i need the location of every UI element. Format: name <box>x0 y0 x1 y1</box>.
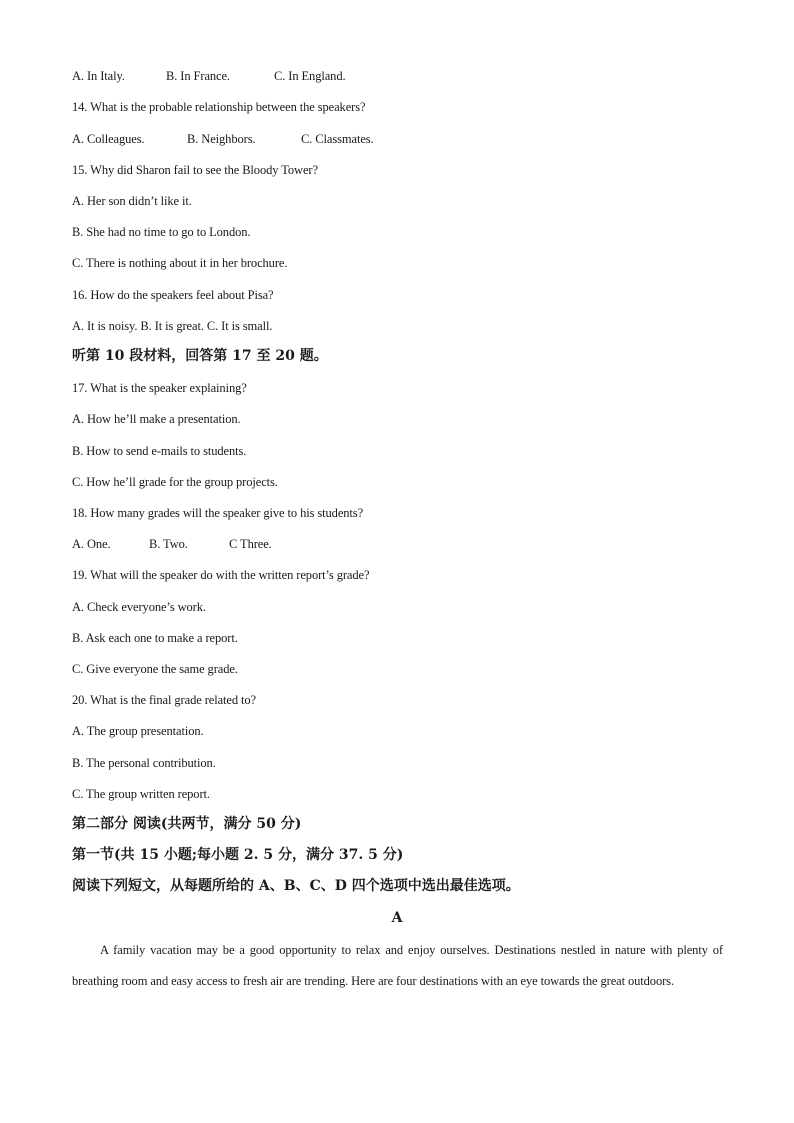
q16-options: A. It is noisy. B. It is great. C. It is small. <box>72 319 273 333</box>
q20-option-c: C. The group written report. <box>72 787 210 801</box>
q18-option-c: C Three. <box>229 537 272 551</box>
q14-option-c: C. Classmates. <box>301 132 374 146</box>
q18-options <box>72 536 272 552</box>
q15-option-b: B. She had no time to go to London. <box>72 225 251 239</box>
q13-options <box>72 68 346 84</box>
q20-option-a: A. The group presentation. <box>72 724 204 738</box>
q15-option-a: A. Her son didn’t like it. <box>72 194 192 208</box>
q14-option-b: B. Neighbors. <box>187 132 256 146</box>
q13-option-c: C. In England. <box>274 69 346 83</box>
q19-option-c: C. Give everyone the same grade. <box>72 662 238 676</box>
q17-question: 17. What is the speaker explaining? <box>72 381 247 395</box>
q18-option-a: A. One. <box>72 537 111 551</box>
q14-question: 14. What is the probable relationship between the speakers? <box>72 100 366 114</box>
q13-option-a: A. In Italy. <box>72 69 125 83</box>
part2-heading: 第二部分 阅读(共两节，满分 50 分) <box>72 816 302 832</box>
section10-heading: 听第 10 段材料，回答第 17 至 20 题。 <box>72 348 328 364</box>
q16-question: 16. How do the speakers feel about Pisa? <box>72 288 274 302</box>
q17-option-c: C. How he’ll grade for the group projects. <box>72 475 278 489</box>
q18-question: 18. How many grades will the speaker give to his students? <box>72 506 364 520</box>
q20-option-b: B. The personal contribution. <box>72 756 216 770</box>
section1-heading: 第一节(共 15 小题;每小题 2. 5 分，满分 37. 5 分) <box>72 847 404 863</box>
q19-option-b: B. Ask each one to make a report. <box>72 631 238 645</box>
q20-question: 20. What is the final grade related to? <box>72 693 256 707</box>
q19-question: 19. What will the speaker do with the written report’s grade? <box>72 568 370 582</box>
q14-option-a: A. Colleagues. <box>72 132 145 146</box>
q17-option-a: A. How he’ll make a presentation. <box>72 412 241 426</box>
q14-options <box>72 131 374 147</box>
q17-option-b: B. How to send e-mails to students. <box>72 444 247 458</box>
q15-question: 15. Why did Sharon fail to see the Bloody Tower? <box>72 163 318 177</box>
instruction: 阅读下列短文，从每题所给的 A、B、C、D 四个选项中选出最佳选项。 <box>72 878 520 894</box>
q18-option-b: B. Two. <box>149 537 188 551</box>
q13-option-b: B. In France. <box>166 69 230 83</box>
passage-label: A <box>391 910 403 926</box>
passage-paragraph: A family vacation may be a good opportunity to relax and enjoy ourselves. Destinations nestled in nature with plenty of breathing room and easy access to fresh air are trending. Here are four destinations with an eye towards the great outdoors. <box>72 943 723 988</box>
q15-option-c: C. There is nothing about it in her brochure. <box>72 256 288 270</box>
q19-option-a: A. Check everyone’s work. <box>72 600 206 614</box>
